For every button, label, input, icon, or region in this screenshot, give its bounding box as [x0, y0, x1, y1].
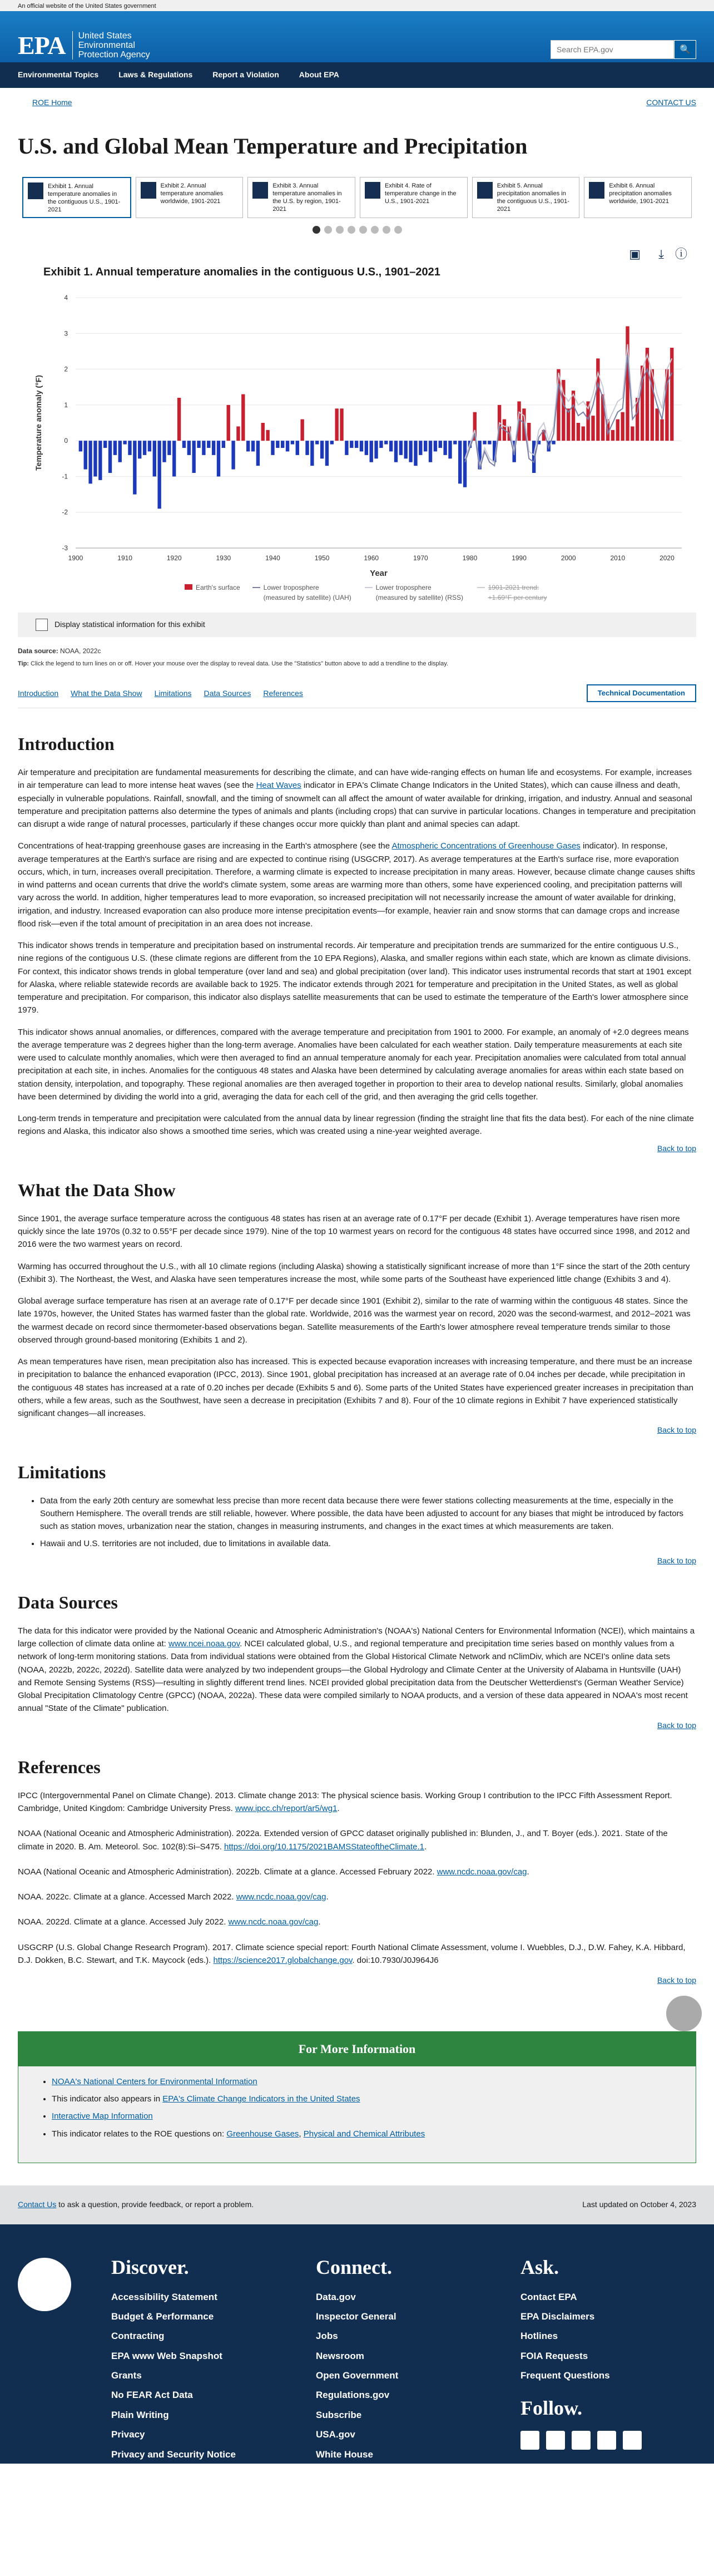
facebook-icon[interactable]: [520, 2431, 539, 2450]
surface-bar: [567, 408, 570, 441]
surface-bar: [310, 441, 314, 466]
surface-bar: [138, 441, 141, 458]
data-show-paragraph: Warming has occurred throughout the U.S., with all 10 climate regions (including Alaska) showing a statistically significant increase of more than 1°F since the start of the 20th century (Exhibit 3). The Northeast, the West, and Alaska have seen temperatures increase the most, while some parts of the Southeast have experienced little change (Exhibits 3 and 4).: [18, 1261, 690, 1284]
chart-icon: [589, 182, 604, 199]
y-tick-label: 2: [64, 365, 68, 373]
x-tick-label: 2000: [561, 554, 576, 562]
site-header: [0, 11, 714, 62]
more-information-box: [18, 2031, 696, 2163]
surface-bar: [616, 419, 619, 441]
technical-documentation-button[interactable]: Technical Documentation: [587, 684, 696, 702]
surface-bar: [256, 441, 260, 466]
surface-bar: [419, 441, 422, 455]
exhibit-carousel: [18, 177, 696, 218]
gov-banner: An official website of the United States government: [0, 0, 714, 11]
tip-text: Click the legend to turn lines on or off. Hover your mouse over the display to reveal data. Use the "Statistics" button above to add a trendline to the display.: [31, 660, 448, 668]
list-item: • This indicator also appears in EPA's Climate Change Indicators in the United States: [52, 2093, 696, 2105]
heat-waves-link[interactable]: Heat Waves: [256, 781, 301, 791]
reference-item: NOAA (National Oceanic and Atmospheric Administration). 2022a. Extended version of GPCC dataset originally published in: Blunden, J., and T. Boyer (eds.). 2021. State of the climate in 2020. B. Am. Meteorol. Soc. 102(8):Si–S475. https://doi.org/10.1175/2021BAMSStateoftheClimate.1.: [18, 1829, 668, 1852]
carousel-dot[interactable]: [324, 226, 332, 234]
surface-bar: [370, 441, 373, 462]
list-item: • This indicator relates to the ROE questions on: Greenhouse Gases, Physical and Chemical Attributes: [52, 2128, 696, 2140]
surface-bar: [128, 441, 131, 455]
site-footer: [0, 2224, 714, 2464]
surface-bar: [207, 441, 210, 448]
carousel-dot[interactable]: [359, 226, 367, 234]
reference-item: IPCC (Intergovernmental Panel on Climate Change). 2013. Climate change 2013: The physical science basis. Working Group I contribution to the IPCC Fifth Assessment Report. Cambridge, United Kingdom: Cambridge University Press. www.ipcc.ch/report/ar5/wg1.: [18, 1790, 672, 1814]
ncei-link[interactable]: www.ncei.noaa.gov: [168, 1639, 240, 1649]
surface-bar: [453, 441, 457, 444]
logo-mark: EPA: [18, 31, 66, 60]
youtube-icon[interactable]: [572, 2431, 591, 2450]
contact-us-link[interactable]: CONTACT US: [646, 98, 696, 107]
introduction-heading: Introduction: [18, 734, 115, 754]
intro-paragraph: Long-term trends in temperature and precipitation were calculated from the annual data by linear regression (finding the straight line that fits the data best). For each of the nine climate regions and Alaska, this indicator also shows a smoothed time series, which was created using a nine-year weighted average.: [18, 1114, 694, 1137]
carousel-dots: [18, 226, 696, 234]
epa-logo[interactable]: [18, 26, 156, 65]
references-heading: References: [18, 1757, 101, 1778]
flickr-icon[interactable]: [597, 2431, 616, 2450]
surface-bar: [305, 441, 309, 455]
intro-paragraph: Air temperature and precipitation are fundamental measurements for describing the climate, and can have wide-ranging effects on human life and ecosystems. For example, increases in air temperature can lead to more intense heat waves (see the Heat Waves indicator in EPA's Climate Change Indicators in the United States), which can cause illness and death, especially in vulnerable populations. Rainfall, snowfall, and the timing of snowmelt can all affect the amount of water available for drinking, irrigation, and industry. Annual and seasonal temperature and precipitation patterns also determine the types of animals and plants (including crops) that can survive in particular locations. Changes in temperature and precipitation can disrupt a wide range of natural processes, particularly if these changes occur more quickly than plant and animal species can adapt.: [18, 768, 696, 830]
surface-bar: [88, 441, 92, 483]
surface-bar: [631, 426, 634, 441]
surface-bar: [434, 441, 437, 451]
surface-bar: [177, 398, 181, 441]
surface-bar: [325, 441, 329, 466]
page-title: U.S. and Global Mean Temperature and Precipitation: [18, 133, 528, 159]
limitations-heading: Limitations: [18, 1462, 106, 1483]
display-stats-toggle[interactable]: Display statistical information for this exhibit: [18, 613, 696, 637]
map-icon: [365, 182, 380, 199]
back-to-top-link[interactable]: Back to top: [657, 1425, 696, 1435]
exhibit-card[interactable]: Exhibit 2. Annual temperature anomalies worldwide, 1901-2021: [136, 177, 244, 218]
surface-bar: [379, 441, 383, 448]
surface-bar: [355, 441, 358, 448]
reference-item: NOAA. 2022d. Climate at a glance. Accessed July 2022. www.ncdc.noaa.gov/cag.: [18, 1917, 321, 1927]
main-nav: [0, 62, 714, 88]
x-tick-label: 1970: [413, 554, 428, 562]
list-item: • Hawaii and U.S. territories are not included, due to limitations in available data.: [40, 1537, 696, 1550]
surface-bar: [236, 426, 240, 441]
surface-bar: [626, 326, 629, 441]
chart-icon: [477, 182, 493, 199]
x-tick-label: 1950: [314, 554, 330, 562]
surface-bar: [384, 441, 388, 444]
surface-bar: [424, 441, 427, 451]
tab-limitations[interactable]: Limitations: [154, 688, 192, 698]
x-tick-label: 2020: [660, 554, 675, 562]
limitations-list: [40, 1494, 696, 1551]
data-show-paragraph: Global average surface temperature has risen at an average rate of 0.17°F per decade since 1901 (Exhibit 2), similar to the rate of warming within the contiguous 48 states. Since the late 1970s, however, the United States has warmed faster than the global rate. Worldwide, 2016 was the warmest year on record, 2020 was the second-warmest, and 2012–2021 was the warmest decade on record since thermometer-based observations began. Satellite measurements of the Earth's lower atmosphere reveal temperature trends similar to those observed through ground-based monitoring (Exhibits 1 and 2).: [18, 1296, 691, 1345]
surface-bar: [148, 441, 151, 451]
agency-name: United States Environmental Protection Agency: [72, 31, 156, 60]
surface-bar: [84, 441, 87, 469]
surface-bar: [458, 441, 462, 483]
chart-icon: [141, 182, 156, 199]
back-to-top-link[interactable]: Back to top: [657, 1976, 696, 1985]
y-tick-label: -2: [62, 508, 68, 516]
surface-bar: [157, 441, 161, 509]
surface-bar: [552, 441, 555, 444]
legend-trend[interactable]: 1901-2021 trend: +1.69°F per century: [477, 583, 561, 603]
surface-bar: [296, 441, 299, 455]
x-tick-label: 1980: [462, 554, 478, 562]
surface-bar: [197, 441, 200, 448]
list-item: • NOAA's National Centers for Environmental Information: [52, 2075, 696, 2088]
data-sources-heading: Data Sources: [18, 1592, 118, 1613]
surface-bar: [488, 441, 491, 444]
checkbox[interactable]: [36, 619, 48, 631]
search-icon: 🔍: [680, 45, 691, 55]
surface-bar: [360, 441, 363, 451]
x-tick-label: 1930: [216, 554, 231, 562]
exhibit-card[interactable]: Exhibit 3. Annual temperature anomalies in the U.S. by region, 1901-2021: [247, 177, 355, 218]
surface-bar: [182, 441, 186, 448]
surface-bar: [646, 348, 649, 441]
x-icon[interactable]: [546, 2431, 565, 2450]
carousel-dot[interactable]: [313, 226, 320, 234]
surface-bar: [291, 441, 294, 444]
chart-svg: [14, 287, 693, 581]
x-tick-label: 1910: [117, 554, 132, 562]
exhibit-card[interactable]: Exhibit 5. Annual precipitation anomalies in the contiguous U.S., 1901-2021: [472, 177, 580, 218]
surface-bar: [118, 441, 122, 462]
x-tick-label: 1900: [68, 554, 83, 562]
surface-bar: [271, 441, 274, 455]
contact-us-footer-link[interactable]: Contact Us: [18, 2200, 57, 2209]
surface-bar: [483, 441, 486, 444]
nav-environmental-topics[interactable]: Environmental Topics: [18, 70, 99, 80]
data-sources-paragraph: The data for this indicator were provided by the National Oceanic and Atmospheric Administration's (NOAA's) National Centers for Environmental Information (NCEI), which maintains a large collection of climate data online at: www.ncei.noaa.gov. NCEI calculated global, U.S., and regional temperature and precipitation time series based on monthly values from a network of long-term monitoring stations. Data from individual stations were obtained from the Global Historical Climate Network and nClimDiv, which are NCEI's online data sets (NOAA, 2022b, 2022c, 2022d). Satellite data were analyzed by two independent groups—the Global Hydrology and Climate Center at the University of Alabama in Huntsville (UAH) and Remote Sensing Systems (RSS)—resulting in slightly different trend lines. NCEI provided global precipitation data from the Deutscher Wetterdienst's (German Weather Service) Global Precipitation Climatology Centre (GPCC) (NOAA, 2022a). These data were compiled similarly to NOAA products, and a version of these data appeared in NOAA's most recent annual "State of the Climate" publication.: [18, 1626, 695, 1714]
surface-bar: [246, 441, 250, 451]
carousel-dot[interactable]: [371, 226, 379, 234]
contact-bar: Contact Us to ask a question, provide feedback, or report a problem. Last updated on October 4, 2023: [0, 2185, 714, 2224]
surface-bar: [300, 419, 304, 441]
surface-bar: [172, 441, 176, 476]
surface-bar: [394, 441, 398, 462]
y-tick-label: 4: [64, 293, 68, 302]
surface-bar: [350, 441, 353, 448]
surface-bar: [162, 441, 166, 462]
instagram-icon[interactable]: [623, 2431, 642, 2450]
surface-bar: [143, 441, 146, 455]
x-axis-label: Year: [370, 568, 388, 578]
surface-bar: [399, 441, 403, 455]
exhibit-card[interactable]: Exhibit 1. Annual temperature anomalies in the contiguous U.S., 1901-2021: [22, 177, 131, 218]
exhibit-card[interactable]: Exhibit 4. Rate of temperature change in the U.S., 1901-2021: [360, 177, 468, 218]
surface-bar: [439, 441, 442, 448]
surface-bar: [656, 408, 659, 441]
tab-introduction[interactable]: Introduction: [18, 688, 59, 698]
chart-icon: [252, 182, 268, 199]
data-show-heading: What the Data Show: [18, 1180, 176, 1201]
image-icon[interactable]: ▣: [629, 246, 641, 261]
intro-paragraph: This indicator shows annual anomalies, or differences, compared with the average temperature and precipitation from 1901 to 2000. For example, an anomaly of +2.0 degrees means the average temperature was 2 degrees higher than the long-term average. Anomalies have been calculated for each weather station. Daily temperature measurements at each site were used to calculate monthly anomalies, which were then averaged to find an annual temperature anomaly for each year. Precipitation anomalies were calculated from total annual precipitation at each site, in inches. Anomalies for the contiguous 48 states and Alaska have been determined by calculating average anomalies for areas within each state based on station density, interpolation, and topography. These regional anomalies are then averaged together in proportion to their area to develop national results. Similarly, global anomalies have been determined by dividing the world into a grid, averaging the data for each cell of the grid, and then averaging the grid cells together.: [18, 1027, 689, 1102]
back-to-top-link[interactable]: Back to top: [657, 1720, 696, 1730]
nav-about-epa[interactable]: About EPA: [299, 70, 339, 80]
temperature-chart: [14, 287, 693, 581]
surface-bar: [222, 441, 225, 448]
surface-bar: [212, 441, 215, 455]
surface-bar: [227, 405, 230, 441]
x-tick-label: 1940: [265, 554, 280, 562]
surface-bar: [448, 441, 452, 458]
social-links: [520, 2431, 642, 2450]
carousel-dot[interactable]: [383, 226, 390, 234]
surface-bar: [414, 441, 417, 466]
surface-bar: [231, 441, 235, 469]
surface-bar: [389, 441, 393, 451]
tab-references[interactable]: References: [263, 688, 303, 698]
carousel-dot[interactable]: [336, 226, 344, 234]
surface-bar: [591, 416, 594, 441]
surface-bar: [596, 358, 599, 441]
surface-bar: [113, 441, 117, 455]
surface-bar: [276, 441, 279, 448]
chart-toolbar: [18, 241, 696, 264]
y-tick-label: -1: [62, 472, 68, 481]
footer-connect: Connect. Data.gov Inspector General Jobs Newsroom Open Government Regulations.gov Subscribe USA.gov White House: [316, 2256, 399, 2460]
tab-what-data-show[interactable]: What the Data Show: [71, 688, 142, 698]
y-tick-label: -3: [62, 544, 68, 552]
back-to-top-link[interactable]: Back to top: [657, 1143, 696, 1153]
surface-bar: [315, 441, 319, 444]
epa-seal: [18, 2258, 71, 2311]
surface-bar: [621, 412, 624, 440]
list-item: • Interactive Map Information: [52, 2110, 696, 2123]
surface-bar: [123, 441, 126, 444]
y-tick-label: 3: [64, 329, 68, 337]
surface-bar: [167, 441, 171, 455]
breadcrumb-roe-home[interactable]: ROE Home: [32, 98, 72, 107]
surface-bar: [409, 441, 412, 462]
y-tick-label: 1: [64, 401, 68, 409]
nav-laws-regulations[interactable]: Laws & Regulations: [118, 70, 193, 80]
info-icon[interactable]: ⓘ: [675, 246, 687, 261]
surface-bar: [463, 441, 467, 487]
surface-bar: [153, 441, 156, 476]
x-tick-label: 2010: [610, 554, 626, 562]
section-tabs: [18, 684, 696, 702]
data-show-paragraph: As mean temperatures have risen, mean precipitation also has increased. This is expected because evaporation increases with increasing temperature, and there must be an increase in precipitation to balance the enhanced evaporation (IPCC, 2013). Since 1901, global precipitation has increased at an average rate of 0.04 inches per decade, while precipitation in the contiguous 48 states has increased at a rate of 0.20 inches per decade (Exhibits 5 and 6). Some parts of the United States have experienced greater increases in precipitation than others, while a few areas, such as the Southwest, have seen a decrease in precipitation (Exhibits 7 and 8). Four of the 10 climate regions in Exhibit 7 have experienced statistically significant changes—all increases.: [18, 1357, 693, 1419]
search-input[interactable]: [551, 40, 674, 59]
surface-bar: [365, 441, 368, 455]
reference-item: USGCRP (U.S. Global Change Research Program). 2017. Climate science special report: Fourth National Climate Assessment, volume I. Wuebbles, D.J., D.W. Fahey, K.A. Hibbard, D.J. Dokken, B.C. Stewart, and T.K. Maycock (eds.). https://science2017.globalchange.gov. doi:10.7930/J0J964J6: [18, 1942, 686, 1965]
exhibit-title: Exhibit 1. Annual temperature anomalies in the contiguous U.S., 1901–2021: [43, 265, 440, 278]
reference-item: NOAA (National Oceanic and Atmospheric Administration). 2022b. Climate at a glance. Accessed February 2022. www.ncdc.noaa.gov/cag.: [18, 1867, 529, 1877]
intro-paragraph: Concentrations of heat-trapping greenhouse gases are increasing in the Earth's atmosphere (see the Atmospheric Concentrations of Greenhouse Gases indicator). In response, average temperatures at the Earth's surface are rising and are expected to continue rising (USGCRP, 2017). As average temperatures at the Earth's surface rise, more evaporation occurs, which, in turn, increases overall precipitation. Therefore, a warming climate is expected to increase precipitation in many areas. However, because climate change causes shifts in wind patterns and ocean currents that drive the world's climate system, some areas are warming more than others, some have experienced cooling, and precipitation patterns will vary across the world. In addition, higher temperatures lead to more evaporation, so increased precipitation will not necessarily increase the amount of water available for drinking, irrigation, and industry. Increased evaporation can also produce more intense precipitation events—for example, heavier rain and snow storms that can damage crops and increase flood risk—even if the total amount of precipitation in an area does not increase.: [18, 841, 695, 929]
surface-bar: [577, 423, 580, 441]
y-axis-label: Temperature anomaly (°F): [34, 374, 43, 471]
surface-bar: [527, 423, 530, 441]
data-source-value: NOAA, 2022c: [60, 647, 101, 655]
list-item: • Data from the early 20th century are somewhat less precise than more recent data because there were fewer stations collecting measurements at the time, especially in the Southern Hemisphere. The overall trends are still reliable, however. Where possible, the data have been adjusted to account for any biases that might be introduced by factors such as station moves, urbanization near the station, changes in measuring instruments, and changes in the exact times at which measurements are taken.: [40, 1494, 696, 1533]
legend-uah[interactable]: Lower troposphere (measured by satellite) (UAH): [252, 583, 353, 603]
surface-bar: [108, 441, 112, 473]
surface-bar: [582, 426, 585, 441]
surface-bar: [187, 441, 191, 455]
footer-discover: Discover. Accessibility Statement Budget & Performance Contracting EPA www Web Snapshot Grants No FEAR Act Data Plain Writing Privacy Privacy and Security Notice: [111, 2256, 236, 2460]
reference-item: NOAA. 2022c. Climate at a glance. Accessed March 2022. www.ncdc.noaa.gov/cag.: [18, 1892, 329, 1902]
more-info-heading: For More Information: [18, 2032, 696, 2066]
surface-bar: [374, 441, 378, 458]
y-tick-label: 0: [64, 436, 68, 445]
surface-bar: [443, 441, 447, 455]
last-updated: Last updated on October 4, 2023: [582, 2200, 696, 2209]
tab-data-sources[interactable]: Data Sources: [204, 688, 251, 698]
legend-surface[interactable]: Earth's surface: [185, 583, 240, 593]
surface-bar: [340, 408, 343, 441]
surface-bar: [202, 441, 205, 455]
surface-bar: [266, 430, 269, 441]
x-tick-label: 1960: [364, 554, 379, 562]
surface-bar: [429, 441, 432, 462]
surface-bar: [345, 441, 348, 455]
surface-bar: [98, 441, 102, 480]
download-icon[interactable]: ⤓: [658, 246, 664, 261]
surface-bar: [251, 441, 255, 451]
surface-bar: [611, 430, 614, 441]
surface-bar: [103, 441, 107, 448]
x-tick-label: 1920: [166, 554, 182, 562]
data-show-paragraph: Since 1901, the average surface temperature across the contiguous 48 states has risen at an average rate of 0.17°F per decade (Exhibit 1). Average temperatures have risen more quickly since the late 1970s (0.32 to 0.55°F per decade since 1979). Nine of the top 10 warmest years on record for the contiguous 48 states have occurred since 1998, and 2012 and 2016 were the two warmest years on record.: [18, 1213, 690, 1250]
x-tick-label: 1990: [512, 554, 527, 562]
surface-bar: [335, 408, 338, 441]
scroll-to-top-button[interactable]: [666, 1996, 702, 2031]
references-list: [18, 1789, 696, 1967]
surface-bar: [281, 441, 284, 448]
carousel-dot[interactable]: [394, 226, 402, 234]
surface-bar: [192, 441, 195, 473]
chart-icon: [28, 182, 43, 199]
back-to-top-link[interactable]: Back to top: [657, 1556, 696, 1565]
intro-paragraph: This indicator shows trends in temperature and precipitation based on instrumental records. Air temperature and precipitation trends are summarized for the entire contiguous U.S., nine regions of the contiguous U.S. (these climate regions are different from the 10 EPA Regions), Alaska, and smaller regions within each state, which are known as climate divisions. For context, this indicator shows trends in global temperature (over land and sea) and global precipitation (over land). This indicator uses instrumental records that start at 1901 except for Alaska, where reliable statewide records are available back to 1925. The indicator extends through 2021 for temperature and precipitation in the United States, as well as global temperature and precipitation. For comparison, this indicator also displays satellite measurements that can be used to estimate the temperature of the Earth's lower atmosphere since 1979.: [18, 941, 692, 1015]
chart-legend: [185, 583, 696, 607]
search-form: [551, 40, 696, 59]
exhibit-card[interactable]: Exhibit 6. Annual precipitation anomalies worldwide, 1901-2021: [584, 177, 692, 218]
surface-bar: [320, 441, 324, 458]
surface-bar: [79, 441, 82, 451]
surface-bar: [133, 441, 136, 494]
surface-bar: [286, 441, 289, 451]
surface-bar: [404, 441, 408, 458]
surface-bar: [93, 441, 97, 476]
surface-bar: [241, 394, 245, 441]
carousel-dot[interactable]: [348, 226, 355, 234]
surface-bar: [261, 423, 265, 441]
ghg-link[interactable]: Atmospheric Concentrations of Greenhouse Gases: [391, 841, 581, 851]
legend-rss[interactable]: Lower troposphere (measured by satellite) (RSS): [365, 583, 465, 603]
follow-heading: Follow.: [520, 2397, 583, 2420]
surface-bar: [660, 419, 663, 441]
surface-bar: [330, 441, 334, 444]
nav-report-violation[interactable]: Report a Violation: [212, 70, 279, 80]
surface-bar: [217, 441, 220, 476]
footer-ask: Ask. Contact EPA EPA Disclaimers Hotlines FOIA Requests Frequent Questions Follow.: [520, 2252, 642, 2455]
search-button[interactable]: [674, 40, 696, 59]
